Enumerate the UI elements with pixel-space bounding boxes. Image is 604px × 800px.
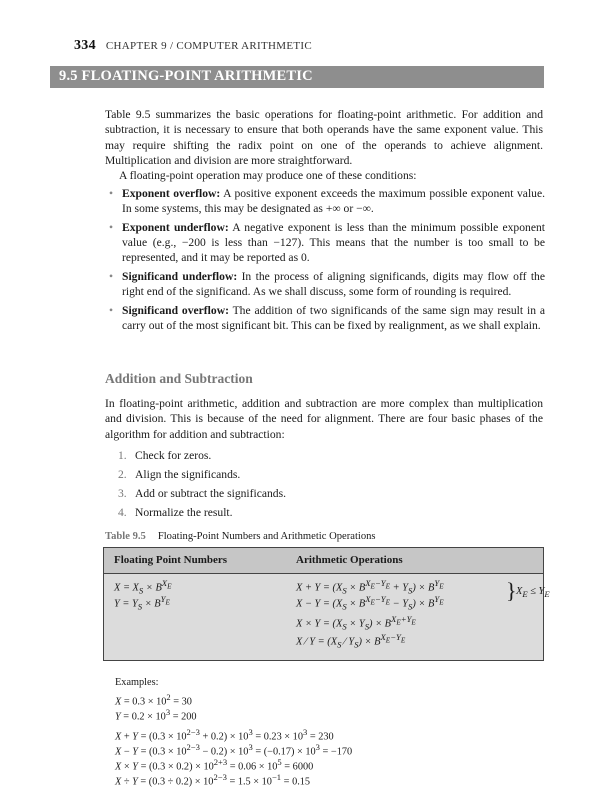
condition-text: A positive exponent exceeds the maximum possible exponent value. In some systems, this may be designated as +∞ or −∞. <box>122 187 546 216</box>
operations-table <box>103 547 550 661</box>
alignment-condition: $X_E \le Y_E$ <box>516 586 550 600</box>
condition-term: Significand overflow: <box>122 303 229 317</box>
list-item <box>105 269 545 300</box>
formula-multiply: $X \times Y = (X_S \times Y_S) \times B^{X_E+Y_E}$ <box>296 614 416 632</box>
intro-paragraph: Table 9.5 summarizes the basic operations for floating-point arithmetic. For addition and subtraction, it is necessary to ensure that both operands have the same exponent value. This may require shifting the radix point on one of the operands to achieve alignment. Multiplication and division are more straightforward. <box>105 108 543 167</box>
condition-term: Exponent overflow: <box>122 187 221 200</box>
bullet-icon: • <box>109 220 114 234</box>
chapter-title: CHAPTER 9 / COMPUTER ARITHMETIC <box>105 40 312 52</box>
list-item: 1. Check for zeros. <box>118 449 212 462</box>
example-line: $X - Y = (0.3 \times 10^{2-3} - 0.2) \times 10^3 = (-0.17) \times 10^3 = -170$ <box>115 742 353 758</box>
bullet-icon: • <box>109 270 114 284</box>
list-item <box>105 186 545 217</box>
algorithm-steps <box>118 446 286 522</box>
formula-x: $X = X_S \times B^{X_E}$ <box>114 578 172 596</box>
formula-divide: X ⁄ $Y = (X_S$ ⁄ $Y_S) \times B^{X_E-Y_E}$ <box>296 632 406 650</box>
list-item <box>105 220 545 266</box>
column-header-operations: Arithmetic Operations <box>296 554 403 566</box>
brace-icon: } <box>506 578 517 603</box>
subsection-body: In floating-point arithmetic, addition and subtraction are more complex than multiplication and division. This is because of the need for alignment. There are four basic phases of the algorithm for addition and subtraction: <box>105 397 543 441</box>
example-line: $X \times Y = (0.3 \times 0.2) \times 10^{2+3} = 0.06 \times 10^5 = 6000$ <box>115 757 314 773</box>
condition-text: The addition of two significands of the same sign may result in a carry out of the most significant bit. This can be fixed by realignment, as we shall explain. <box>122 303 546 333</box>
table-header <box>104 548 543 574</box>
condition-text: A negative exponent is less than the minimum possible exponent value (e.g., −200 is less than −127). This means that the number is too small to be represented, and it may be reported as 0. <box>122 220 545 265</box>
table-label: Table 9.5 <box>105 531 146 542</box>
table-caption <box>105 531 376 542</box>
example-line: $Y = 0.2 \times 10^3 = 200$ <box>115 707 197 723</box>
example-line: $X = 0.3 \times 10^2 = 30$ <box>115 692 192 708</box>
list-item: 4. Normalize the result. <box>118 506 233 519</box>
list-item <box>105 303 545 334</box>
section-title: 9.5 FLOATING-POINT ARITHMETIC <box>59 68 313 84</box>
list-item: 3. Add or subtract the significands. <box>118 487 287 500</box>
formula-add: $X + Y = (X_S \times B^{X_E-Y_E} + Y_S) \times B^{Y_E}$ <box>296 578 444 596</box>
intro-conditions-lead: A floating-point operation may produce one of these conditions: <box>119 169 417 182</box>
formula-y: $Y = Y_S \times B^{Y_E}$ <box>114 594 170 612</box>
formula-subtract: $X - Y = (X_S \times B^{X_E-Y_E} - Y_S) \times B^{Y_E}$ <box>296 594 444 612</box>
example-line: $X + Y = (0.3 \times 10^{2-3} + 0.2) \times 10^3 = 0.23 \times 10^3 = 230$ <box>115 727 334 743</box>
subsection-title: Addition and Subtraction <box>105 371 253 386</box>
table-caption-text: Floating-Point Numbers and Arithmetic Operations <box>157 531 376 542</box>
column-header-numbers: Floating Point Numbers <box>114 554 228 566</box>
bullet-icon: • <box>109 187 114 200</box>
running-head <box>74 38 312 54</box>
page-number: 334 <box>74 38 96 53</box>
condition-term: Significand underflow: <box>122 270 238 284</box>
example-line: $X \div Y = (0.3 \div 0.2) \times 10^{2-3} = 1.5 \times 10^{-1} = 0.15$ <box>115 772 311 788</box>
section-banner <box>50 66 544 88</box>
examples-title: Examples: <box>115 677 159 688</box>
conditions-list <box>105 186 545 337</box>
bullet-icon: • <box>109 303 114 317</box>
list-item: 2. Align the significands. <box>118 468 241 481</box>
condition-term: Exponent underflow: <box>122 220 229 234</box>
condition-text: In the process of aligning significands, digits may flow off the right end of the significand. As we shall discuss, some form of rounding is required. <box>122 270 545 299</box>
